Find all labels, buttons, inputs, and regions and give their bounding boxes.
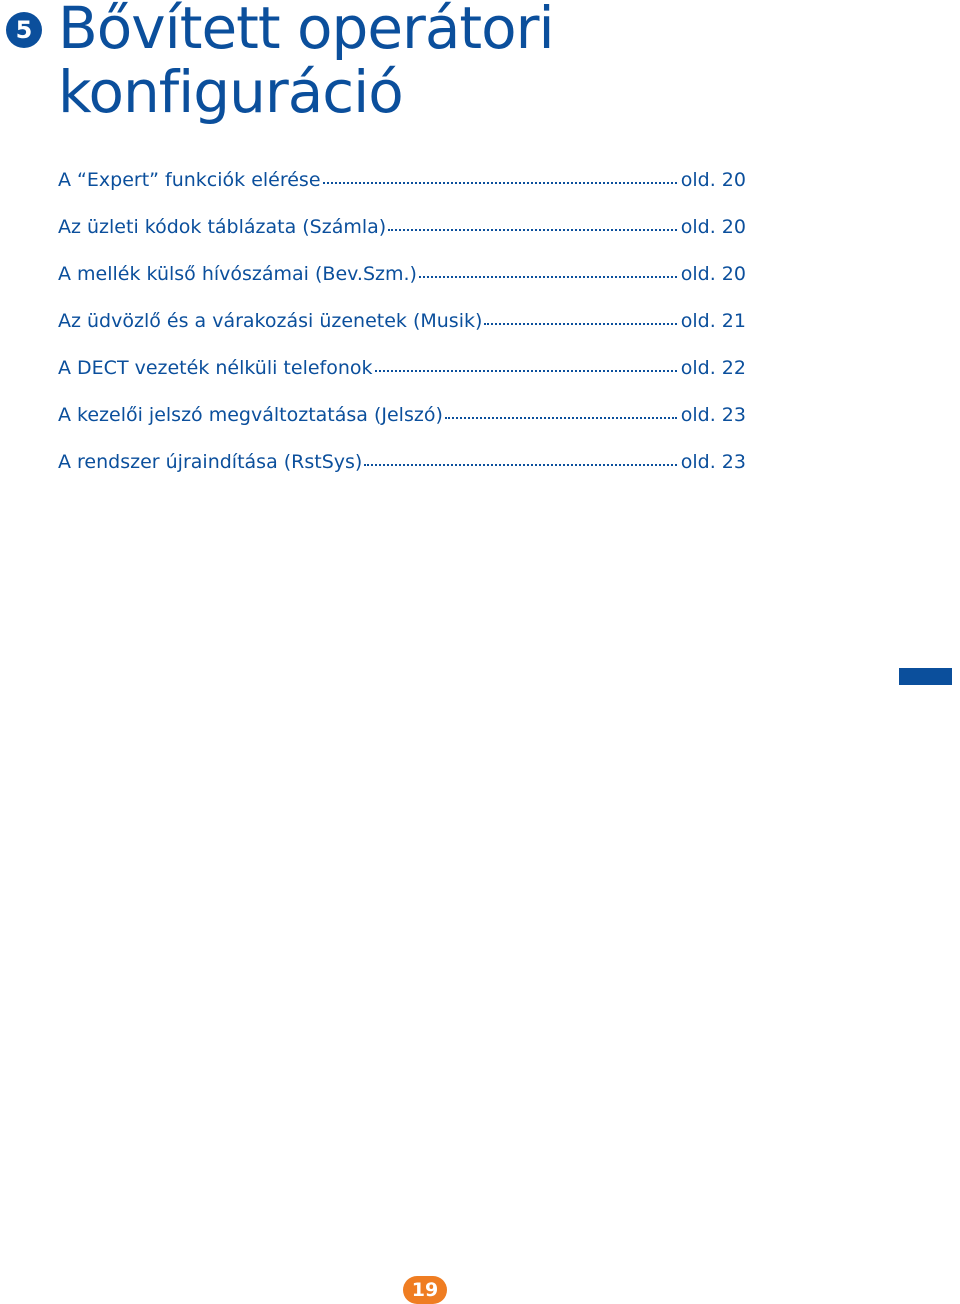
toc-entry-page: old. 23 (680, 451, 746, 473)
toc-dot-leader (323, 182, 677, 184)
toc-dot-leader (388, 229, 677, 231)
toc-entry[interactable] (58, 259, 746, 306)
toc-dot-leader (484, 323, 676, 325)
toc-entry-title: Az üdvözlő és a várakozási üzenetek (Musik) (58, 310, 483, 332)
toc-entry-title: A mellék külső hívószámai (Bev.Szm.) (58, 263, 417, 285)
toc-dot-leader (375, 370, 677, 372)
toc-entry[interactable] (58, 353, 746, 400)
toc-entry-page: old. 20 (680, 263, 746, 285)
chapter-side-tab-marker (899, 668, 952, 685)
toc-dot-leader (419, 276, 677, 278)
toc-entry-page: old. 22 (680, 357, 746, 379)
toc-dot-leader (445, 417, 677, 419)
toc-entry-title: A rendszer újraindítása (RstSys) (58, 451, 363, 473)
toc-entry[interactable] (58, 165, 746, 212)
toc-entry[interactable] (58, 212, 746, 259)
chapter-title-line-2: konfiguráció (58, 58, 403, 126)
toc-dot-leader (364, 464, 676, 466)
toc-entry-title: A DECT vezeték nélküli telefonok (58, 357, 373, 379)
table-of-contents (58, 165, 746, 494)
toc-entry[interactable] (58, 447, 746, 494)
toc-entry-page: old. 21 (680, 310, 746, 332)
toc-entry-title: Az üzleti kódok táblázata (Számla) (58, 216, 387, 238)
toc-entry[interactable] (58, 306, 746, 353)
toc-entry[interactable] (58, 400, 746, 447)
chapter-title (58, 0, 758, 124)
chapter-title-line-1: Bővített operátori (58, 0, 554, 62)
toc-entry-page: old. 20 (680, 216, 746, 238)
chapter-number-badge: 5 (6, 12, 42, 48)
toc-entry-title: A “Expert” funkciók elérése (58, 169, 321, 191)
toc-entry-page: old. 20 (680, 169, 746, 191)
toc-entry-title: A kezelői jelszó megváltoztatása (Jelszó) (58, 404, 443, 426)
toc-entry-page: old. 23 (680, 404, 746, 426)
page-number-badge: 19 (403, 1276, 447, 1304)
